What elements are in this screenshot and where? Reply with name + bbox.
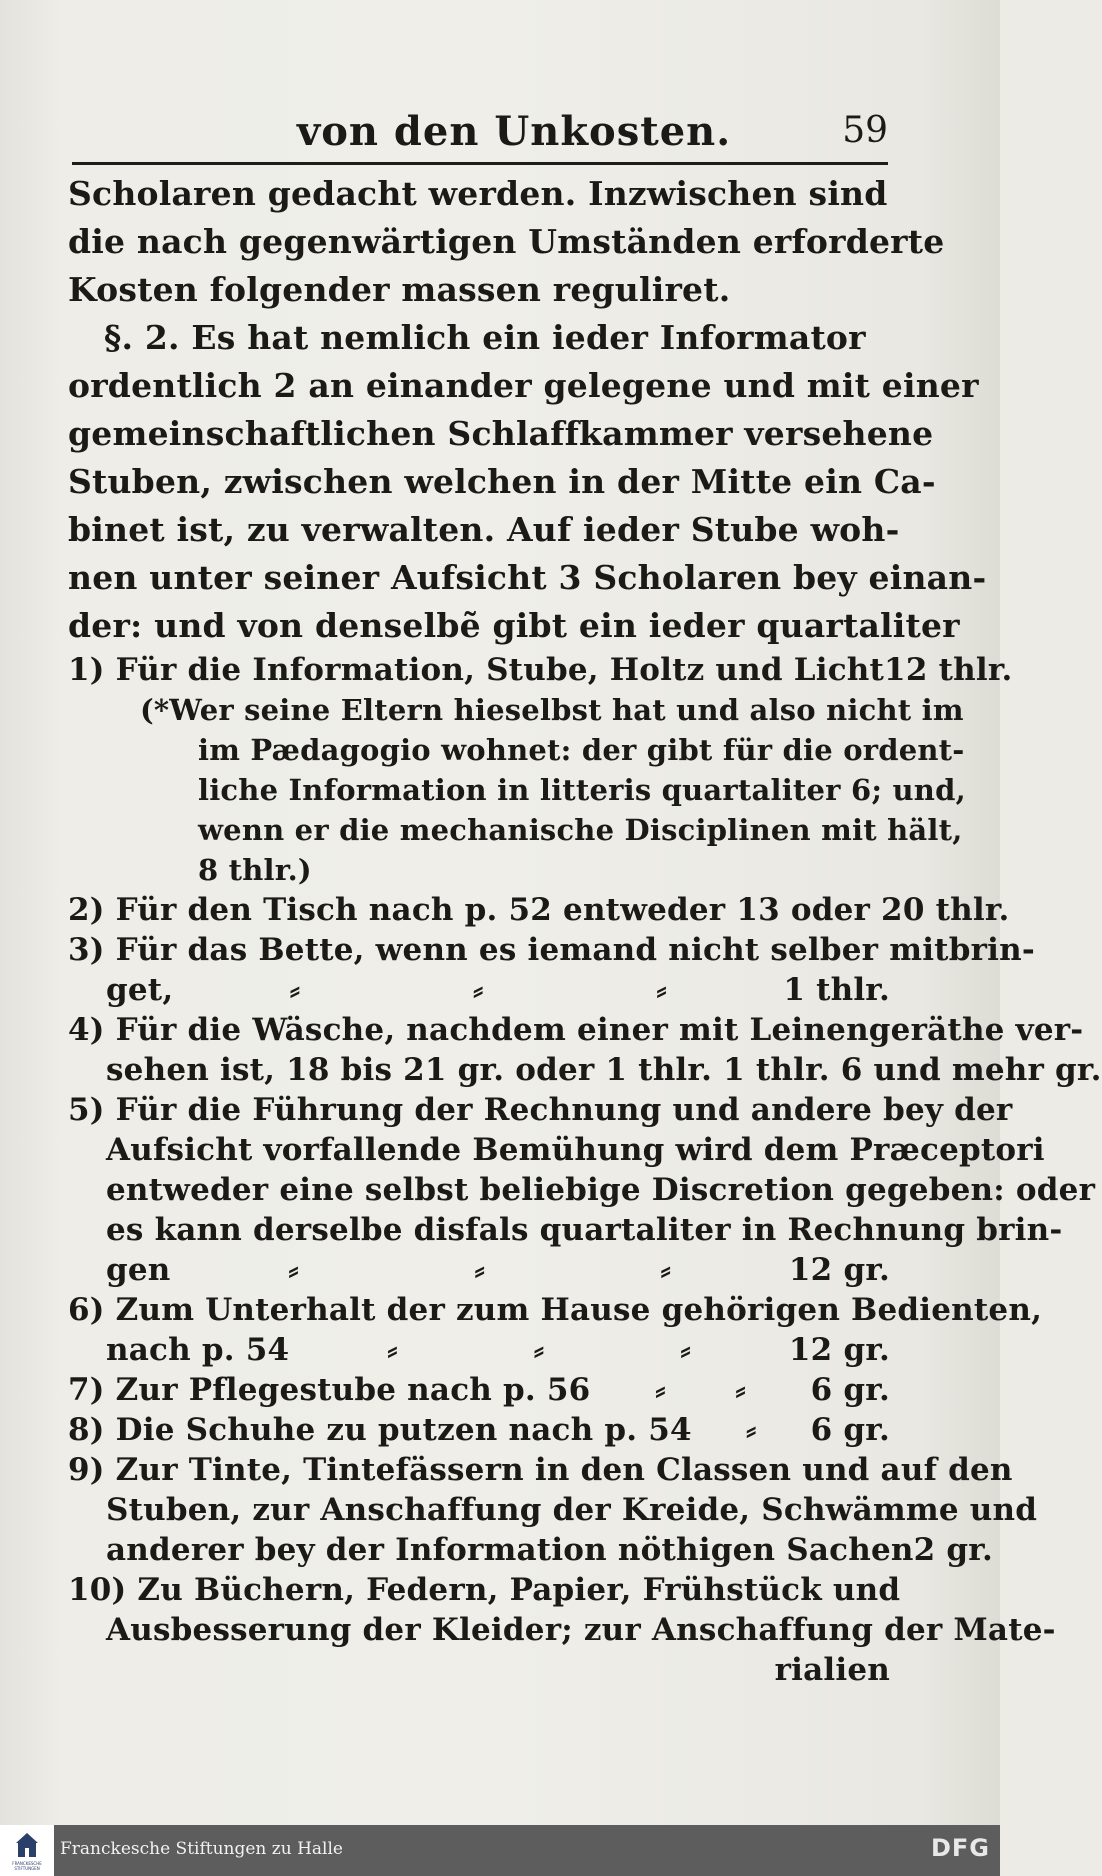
list-item-3-cont <box>68 970 894 1010</box>
list-item-7 <box>68 1370 894 1410</box>
text-line: ordentlich 2 an einander gelegene und mit einer <box>68 366 979 405</box>
item-text: 1) Für die Information, Stube, Holtz und Licht <box>68 652 885 688</box>
leader-dot: ⸗ <box>473 972 484 1008</box>
list-item-3: 3) Für das Bette, wenn es iemand nicht selber mitbrin- <box>68 932 1035 968</box>
text-line: binet ist, zu verwalten. Auf ieder Stube woh- <box>68 510 900 549</box>
leader-dots <box>171 1250 789 1290</box>
item-amount: 12 gr. <box>788 1332 890 1368</box>
list-item-5: 5) Für die Führung der Rechnung und andere bey der <box>68 1092 1013 1128</box>
item-text: gen <box>106 1252 171 1288</box>
leader-dot: ⸗ <box>474 1252 485 1288</box>
item-amount: 1 thlr. <box>783 972 890 1008</box>
leader-dot: ⸗ <box>289 972 301 1008</box>
list-item-5-cont: Aufsicht vorfallende Bemühung wird dem Præceptori <box>106 1132 1045 1168</box>
footnote-line: 8 thlr.) <box>198 853 312 887</box>
item-text: 8) Die Schuhe zu putzen nach p. 54 <box>68 1412 692 1448</box>
list-item-4: 4) Für die Wäsche, nachdem einer mit Leinengeräthe ver- <box>68 1012 1084 1048</box>
leader-dots <box>173 970 783 1010</box>
leader-dot: ⸗ <box>680 1332 691 1368</box>
leader-dot: ⸗ <box>745 1412 757 1448</box>
item-text: 7) Zur Pflegestube nach p. 56 <box>68 1372 591 1408</box>
text-line: Scholaren gedacht werden. Inzwischen sind <box>68 174 888 213</box>
list-item-9-cont: Stuben, zur Anschaffung der Kreide, Schwämme und <box>106 1492 1038 1528</box>
list-item-5-cont: es kann derselbe disfals quartaliter in Rechnung brin- <box>106 1212 1063 1248</box>
footnote-line: (*Wer seine Eltern hieselbst hat und also nicht im <box>140 693 964 727</box>
text-line: §. 2. Es hat nemlich ein ieder Informator <box>104 318 866 357</box>
leader-dot: ⸗ <box>735 1372 746 1408</box>
item-amount: 6 gr. <box>810 1412 890 1448</box>
leader-dot: ⸗ <box>533 1332 545 1368</box>
leader-dot: ⸗ <box>656 972 667 1008</box>
list-item-6-cont <box>68 1330 894 1370</box>
footnote-line: im Pædagogio wohnet: der gibt für die ordent- <box>198 733 965 767</box>
list-item-5-cont <box>68 1250 894 1290</box>
list-item-1 <box>68 650 1013 690</box>
item-text: anderer bey der Information nöthigen Sachen <box>106 1532 914 1568</box>
orphanage-icon <box>16 1833 38 1857</box>
list-item-6: 6) Zum Unterhalt der zum Hause gehörigen Bedienten, <box>68 1292 1043 1328</box>
list-item-8 <box>68 1410 894 1450</box>
footnote-line: liche Information in litteris quartaliter 6; und, <box>198 773 966 807</box>
leader-dot: ⸗ <box>387 1332 398 1368</box>
item-text: get, <box>106 972 174 1008</box>
list-item-9-cont <box>68 1530 993 1570</box>
footnote-line: wenn er die mechanische Disciplinen mit hält, <box>198 813 963 847</box>
institution-logo[interactable] <box>0 1825 54 1876</box>
text-line: die nach gegenwärtigen Umständen erforderte <box>68 222 945 261</box>
list-item-9: 9) Zur Tinte, Tintefässern in den Classen und auf den <box>68 1452 1013 1488</box>
page-header <box>72 104 888 165</box>
catchword: rialien <box>774 1652 890 1688</box>
item-text: nach p. 54 <box>106 1332 290 1368</box>
item-amount: 2 gr. <box>913 1532 993 1568</box>
leader-dot: ⸗ <box>288 1252 299 1288</box>
list-item-10: 10) Zu Büchern, Federn, Papier, Frühstück und <box>68 1572 901 1608</box>
logo-caption: FRANCKESCHE STIFTUNGEN <box>12 1861 42 1871</box>
leader-dot: ⸗ <box>655 1372 666 1408</box>
list-item-2: 2) Für den Tisch nach p. 52 entweder 13 oder 20 thlr. <box>68 892 1010 928</box>
institution-link[interactable]: Franckesche Stiftungen zu Halle <box>60 1839 343 1859</box>
list-item-5-cont: entweder eine selbst beliebige Discretion gegeben: oder <box>106 1172 1096 1208</box>
body-text <box>68 170 1102 1690</box>
running-title: von den Unkosten. <box>297 108 732 155</box>
leader-dot: ⸗ <box>660 1252 672 1288</box>
text-line: gemeinschaftlichen Schlaffkammer versehene <box>68 414 934 453</box>
text-line: Stuben, zwischen welchen in der Mitte ein Ca- <box>68 462 936 501</box>
page-number: 59 <box>842 110 888 151</box>
leader-dots <box>590 1370 810 1410</box>
text-line: Kosten folgender massen reguliret. <box>68 270 731 309</box>
text-line: der: und von denselbẽ gibt ein ieder quartaliter <box>68 606 960 645</box>
list-item-10-cont: Ausbesserung der Kleider; zur Anschaffung der Mate- <box>106 1612 1056 1648</box>
leader-dots <box>289 1330 789 1370</box>
list-item-4-cont: sehen ist, 18 bis 21 gr. oder 1 thlr. 1 thlr. 6 und mehr gr. <box>106 1052 1102 1088</box>
dfg-logo[interactable]: DFG <box>930 1834 990 1862</box>
item-amount: 6 gr. <box>810 1372 890 1408</box>
leader-dots <box>692 1410 811 1450</box>
item-amount: 12 thlr. <box>884 652 1013 688</box>
item-amount: 12 gr. <box>788 1252 890 1288</box>
viewer-footer <box>0 1825 1000 1876</box>
text-line: nen unter seiner Aufsicht 3 Scholaren bey einan- <box>68 558 987 597</box>
